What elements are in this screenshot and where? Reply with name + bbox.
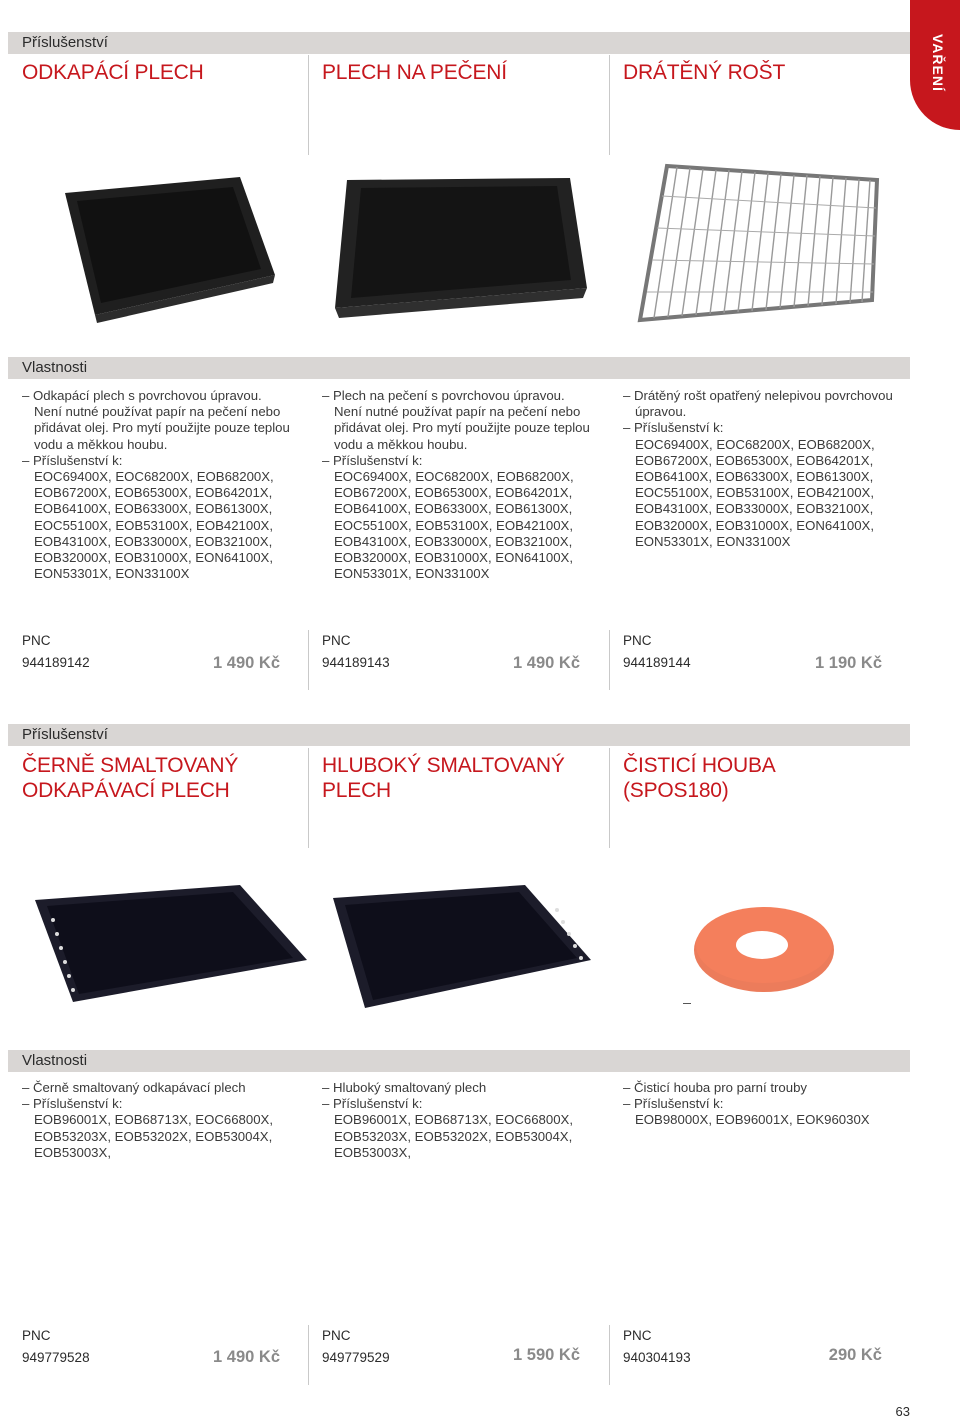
model-line: EOB32000X, EOB31000X, EON64100X,	[334, 550, 573, 566]
pnc-label: PNC	[22, 633, 51, 648]
model-line: EON53301X, EON33100X	[334, 566, 490, 582]
divider	[308, 1325, 309, 1385]
desc-line: – Černě smaltovaný odkapávací plech	[22, 1080, 292, 1096]
desc-line: vodu a měkkou houbu.	[34, 436, 168, 452]
desc-line: přidávat olej. Pro mytí použijte pouze teplou	[34, 420, 290, 436]
divider	[609, 630, 610, 690]
model-line: EOB43100X, EOB33000X, EOB32100X,	[334, 533, 573, 549]
title-cleaning-sponge	[623, 753, 776, 803]
pnc-number: 944189143	[322, 655, 390, 670]
model-line: EON53301X, EON33100X	[34, 566, 190, 582]
divider	[609, 55, 610, 155]
model-line: EOB53003X,	[334, 1144, 411, 1160]
desc-line: Není nutné používat papír na pečení nebo	[34, 404, 281, 420]
section2-header	[8, 724, 910, 746]
drip-tray-image	[35, 165, 275, 325]
model-line: EOB43100X, EOB33000X, EOB32100X,	[34, 533, 273, 549]
model-line: EOC69400X, EOC68200X, EOB68200X,	[334, 469, 574, 485]
section1-col3-desc	[623, 388, 893, 550]
pnc-label: PNC	[623, 633, 652, 648]
model-line: EOC55100X, EOB53100X, EOB42100X,	[334, 517, 573, 533]
properties-label: Vlastnosti	[22, 359, 88, 376]
desc-line: – Čisticí houba pro parní trouby	[623, 1080, 893, 1096]
desc-line: přidávat olej. Pro mytí použijte pouze teplou	[334, 420, 590, 436]
divider	[609, 1325, 610, 1385]
pnc-label: PNC	[22, 1328, 51, 1343]
model-line: EOB96001X, EOB68713X, EOC66800X,	[34, 1112, 273, 1128]
wire-rack-image	[622, 158, 892, 328]
desc-line: Není nutné používat papír na pečení nebo	[334, 404, 581, 420]
accessory-label: – Příslušenství k:	[22, 1096, 292, 1112]
pnc-number: 944189144	[623, 655, 691, 670]
pnc-label: PNC	[322, 633, 351, 648]
desc-line: úpravou.	[635, 404, 687, 420]
model-line: EOB43100X, EOB33000X, EOB32100X,	[635, 501, 874, 517]
small-dash	[683, 1003, 691, 1004]
desc-line: – Odkapácí plech s povrchovou úpravou.	[22, 388, 292, 404]
section1-col1-desc	[22, 388, 292, 582]
section1-properties-header	[8, 357, 910, 379]
model-line: EOB64100X, EOB63300X, EOB61300X,	[34, 501, 273, 517]
model-line: EON53301X, EON33100X	[635, 533, 791, 549]
divider	[308, 630, 309, 690]
model-line: EOB98000X, EOB96001X, EOK96030X	[635, 1112, 870, 1128]
section1-col2-desc	[322, 388, 592, 582]
properties-label: Vlastnosti	[22, 1052, 88, 1069]
model-line: EOB67200X, EOB65300X, EOB64201X,	[334, 485, 573, 501]
accessory-label: – Příslušenství k:	[322, 1096, 592, 1112]
sponge-image	[692, 905, 837, 995]
divider	[609, 748, 610, 848]
section2-properties-header	[8, 1050, 910, 1072]
accessory-label: – Příslušenství k:	[322, 453, 592, 469]
pnc-number: 949779528	[22, 1350, 90, 1365]
title-line: (SPOS180)	[623, 779, 729, 802]
pnc-label: PNC	[623, 1328, 652, 1343]
model-line: EOB32000X, EOB31000X, EON64100X,	[635, 517, 874, 533]
pnc-number: 949779529	[322, 1350, 390, 1365]
model-line: EOB53003X,	[34, 1144, 111, 1160]
section2-col3-desc	[623, 1080, 893, 1129]
baking-tray-image	[325, 168, 590, 328]
desc-line: – Plech na pečení s povrchovou úpravou.	[322, 388, 592, 404]
desc-line: – Drátěný rošt opatřený nelepivou povrchovou	[623, 388, 893, 404]
section-tab-label: VAŘENÍ	[930, 34, 946, 92]
pnc-label: PNC	[322, 1328, 351, 1343]
model-line: EOC55100X, EOB53100X, EOB42100X,	[34, 517, 273, 533]
section2-col1-desc	[22, 1080, 292, 1161]
price: 1 490 Kč	[213, 1348, 280, 1366]
model-line: EOB64100X, EOB63300X, EOB61300X,	[635, 469, 874, 485]
title-deep-enamel-tray	[322, 753, 565, 803]
title-baking-tray: PLECH NA PEČENÍ	[322, 61, 507, 84]
accessory-label: – Příslušenství k:	[623, 1096, 893, 1112]
model-line: EOB96001X, EOB68713X, EOC66800X,	[334, 1112, 573, 1128]
section1-header-label: Příslušenství	[22, 34, 108, 51]
model-line: EOC69400X, EOC68200X, EOB68200X,	[635, 436, 875, 452]
model-line: EOB67200X, EOB65300X, EOB64201X,	[635, 452, 874, 468]
section2-col2-desc	[322, 1080, 592, 1161]
section1-header	[8, 32, 910, 54]
desc-line: vodu a měkkou houbu.	[334, 436, 468, 452]
model-line: EOB53203X, EOB53202X, EOB53004X,	[34, 1128, 273, 1144]
model-line: EOB64100X, EOB63300X, EOB61300X,	[334, 501, 573, 517]
price: 1 590 Kč	[513, 1346, 580, 1364]
title-wire-rack: DRÁTĚNÝ ROŠT	[623, 61, 786, 84]
section-tab	[910, 0, 960, 130]
pnc-number: 944189142	[22, 655, 90, 670]
accessory-label: – Příslušenství k:	[623, 420, 893, 436]
price: 1 190 Kč	[815, 654, 882, 672]
page-number: 63	[895, 1404, 910, 1419]
divider	[308, 55, 309, 155]
title-line: PLECH	[322, 779, 392, 802]
divider	[308, 748, 309, 848]
pnc-number: 940304193	[623, 1350, 691, 1365]
model-line: EOC55100X, EOB53100X, EOB42100X,	[635, 485, 874, 501]
title-line: ODKAPÁVACÍ PLECH	[22, 779, 230, 802]
model-line: EOB67200X, EOB65300X, EOB64201X,	[34, 485, 273, 501]
title-black-enamel-tray	[22, 753, 238, 803]
deep-enamel-tray-image	[325, 880, 595, 1015]
model-line: EOB32000X, EOB31000X, EON64100X,	[34, 550, 273, 566]
accessory-label: – Příslušenství k:	[22, 453, 292, 469]
section2-header-label: Příslušenství	[22, 726, 108, 743]
title-line: HLUBOKÝ SMALTOVANÝ	[322, 754, 565, 777]
price: 290 Kč	[828, 1346, 882, 1364]
model-line: EOC69400X, EOC68200X, EOB68200X,	[34, 469, 274, 485]
title-line: ČISTICÍ HOUBA	[623, 754, 776, 777]
title-line: ČERNĚ SMALTOVANÝ	[22, 754, 239, 777]
desc-line: – Hluboký smaltovaný plech	[322, 1080, 592, 1096]
price: 1 490 Kč	[513, 654, 580, 672]
model-line: EOB53203X, EOB53202X, EOB53004X,	[334, 1128, 573, 1144]
price: 1 490 Kč	[213, 654, 280, 672]
black-enamel-tray-image	[25, 880, 310, 1010]
title-drip-tray: ODKAPÁCÍ PLECH	[22, 61, 204, 84]
